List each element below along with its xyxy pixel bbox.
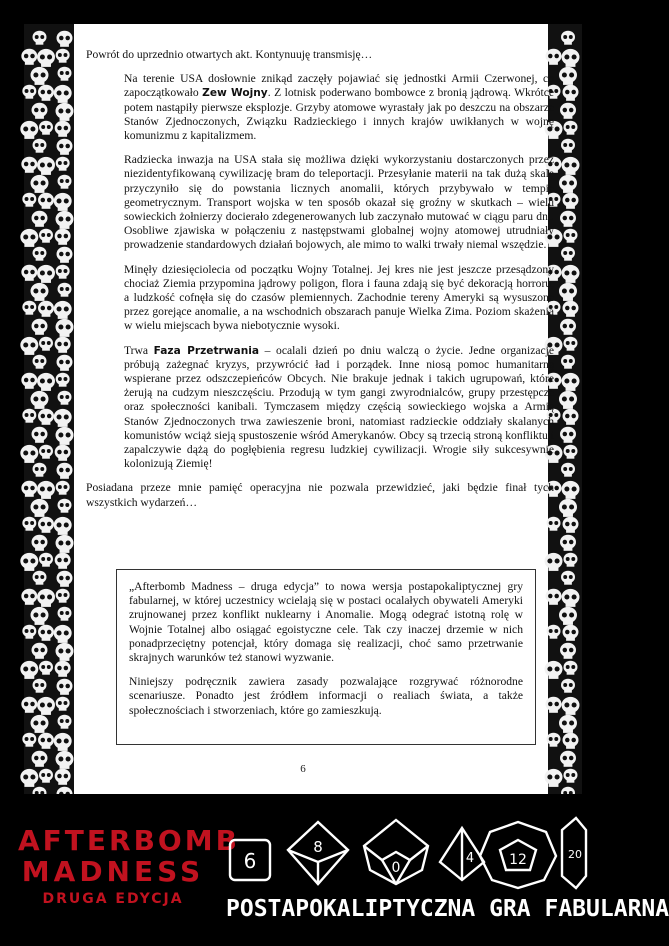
d12-value: 12 [509,852,527,868]
footer-banner [0,794,669,946]
logo-line-madness: MADNESS [21,855,205,888]
paragraph-survival-phase: Trwa Faza Przetrwania – ocalali dzień po dniu walczą o życie. Jedne organizacje próbują zażegnać kryzys, przywrócić ład i porządek. Inne niosą pomoc humanitarną wspierane przez odszczepieńców Obcych. Nie brakuje jednak i takich ugrupowań, które żerują na cudzym nieszczęściu. Przodują w tym gangi zwyrodnialców, grupy przestępcze oraz społeczności kanibali. Tymczasem między częścią sowieckiego wojska a Armią Stanów Zjednoczonych trwa zawieszenie broni, natomiast radzieckie oddziały skalanych komunistów wciąż sieją spustoszenie wśród Amerykanów. Obcy są trzecią stroną konfliktu i zapalczywie dążą do pogłębienia regresu ludzkiej cywilizacji. Wrogie siły sukcesywnie kolonizują Ziemię! [124,343,555,471]
box-paragraph-about-game: „Afterbomb Madness – druga edycja” to nowa wersja postapokaliptycznej gry fabularnej, w której uczestnicy wcielają się w postaci ocalałych obywateli Ameryki zrujnowanej przez konflikt nuklearny i Anomalie. Mogą odegrać istotną rolę w Wojnie Totalnej albo osiągać egoistyczne cele. Tak czy inaczej drzemie w nich ponadprzeciętny potencjał, który domaga się realizacji, choć samo przetrwanie skrajnych warunków też stanowi wyzwanie. [129,580,523,665]
paragraph-transmission: Powrót do uprzednio otwartych akt. Kontynuuję transmisję… [86,48,373,61]
logo-line-afterbomb: AFTERBOMB [18,824,240,857]
book-page [24,24,582,794]
d6-value: 6 [243,849,257,873]
paragraph-call-of-war: Na terenie USA dosłownie znikąd zaczęły pojawiać się jednostki Armii Czerwonej, co zapoczątkowało Zew Wojny. Z lotnisk poderwano bombowce z bronią jądrową. Wkrótce potem nastąpiły pierwsze eksplozje. Grzyby atomowe wyrastały jak po deszczu na obszarze Stanów Zjednoczonych, Związku Radzieckiego i innych krajów uwikłanych w wojnę komunizmu z kapitalizmem. [124,72,554,143]
d6-icon [230,840,270,880]
d8-value: 8 [313,838,323,856]
d8-icon [288,822,348,884]
skull-border-left-decoration [24,24,74,794]
paragraph-soviet-invasion: Radziecka inwazja na USA stała się możliwa dzięki wykorzystaniu dostarczonych przez niezidentyfikowaną cywilizację bram do teleportacji. Przesyłanie materii na tak dużą skalę przyczyniło się do powstania licznych anomalii, których przybywało w tempie geometrycznym. Transport wojska w ten sposób okazał się groźny w skutkach – wielu sowieckich żołnierzy docierało zdegenerowanych lub zaczynało mutować w ciągu paru dni. Osobliwe zjawiska w połączeniu z następstwami globalnej wojny atomowej utrudniały prowadzenie standardowych działań bojowych, ale mimo to walki trwały niemal wszędzie. [124,153,554,252]
d10-value: 0 [391,860,401,876]
page-number: 6 [300,763,306,775]
paragraph-total-war: Minęły dziesięciolecia od początku Wojny Totalnej. Jej kres nie jest jeszcze przesądzony chociaż Ziemia przypomina jądrowy poligon, flora i fauna zdają się być dekoracją horroru, a ludzkość cofnęła się do czasów plemiennych. Zachodnie tereny Ameryki są wysuszone przez gorejące anomalie, a na wschodnich obszarach panuje Wielka Zima. Poziom skażenia w wielu miejscach bywa niebotycznie wysoki. [124,262,554,333]
game-description-box [116,569,536,745]
term-call-of-war: Zew Wojny [202,87,268,100]
main-text [86,48,554,520]
afterbomb-madness-logo [18,824,240,907]
d4-icon [440,828,484,880]
d12-icon [480,822,556,888]
dice-set-decoration [226,810,586,892]
logo-line-edition: DRUGA EDYCJA [42,891,184,907]
d20-value: 20 [568,848,582,861]
box-paragraph-handbook: Niniejszy podręcznik zawiera zasady pozwalające rozgrywać różnorodne scenariusze. Ponadto jest źródłem informacji o realiach świata, a także społecznościach i stworzeniach, które go zamieszkują. [129,675,523,717]
d4-value: 4 [465,851,475,866]
d20-icon [562,818,586,888]
tagline: POSTAPOKALIPTYCZNA GRA FABULARNA [226,896,669,922]
paragraph-memory: Posiadana przeze mnie pamięć operacyjna nie pozwala przewidzieć, jaki będzie finał tych wszystkich wydarzeń… [86,481,554,509]
term-survival-phase: Faza Przetrwania [153,344,260,357]
d10-icon [364,820,428,884]
